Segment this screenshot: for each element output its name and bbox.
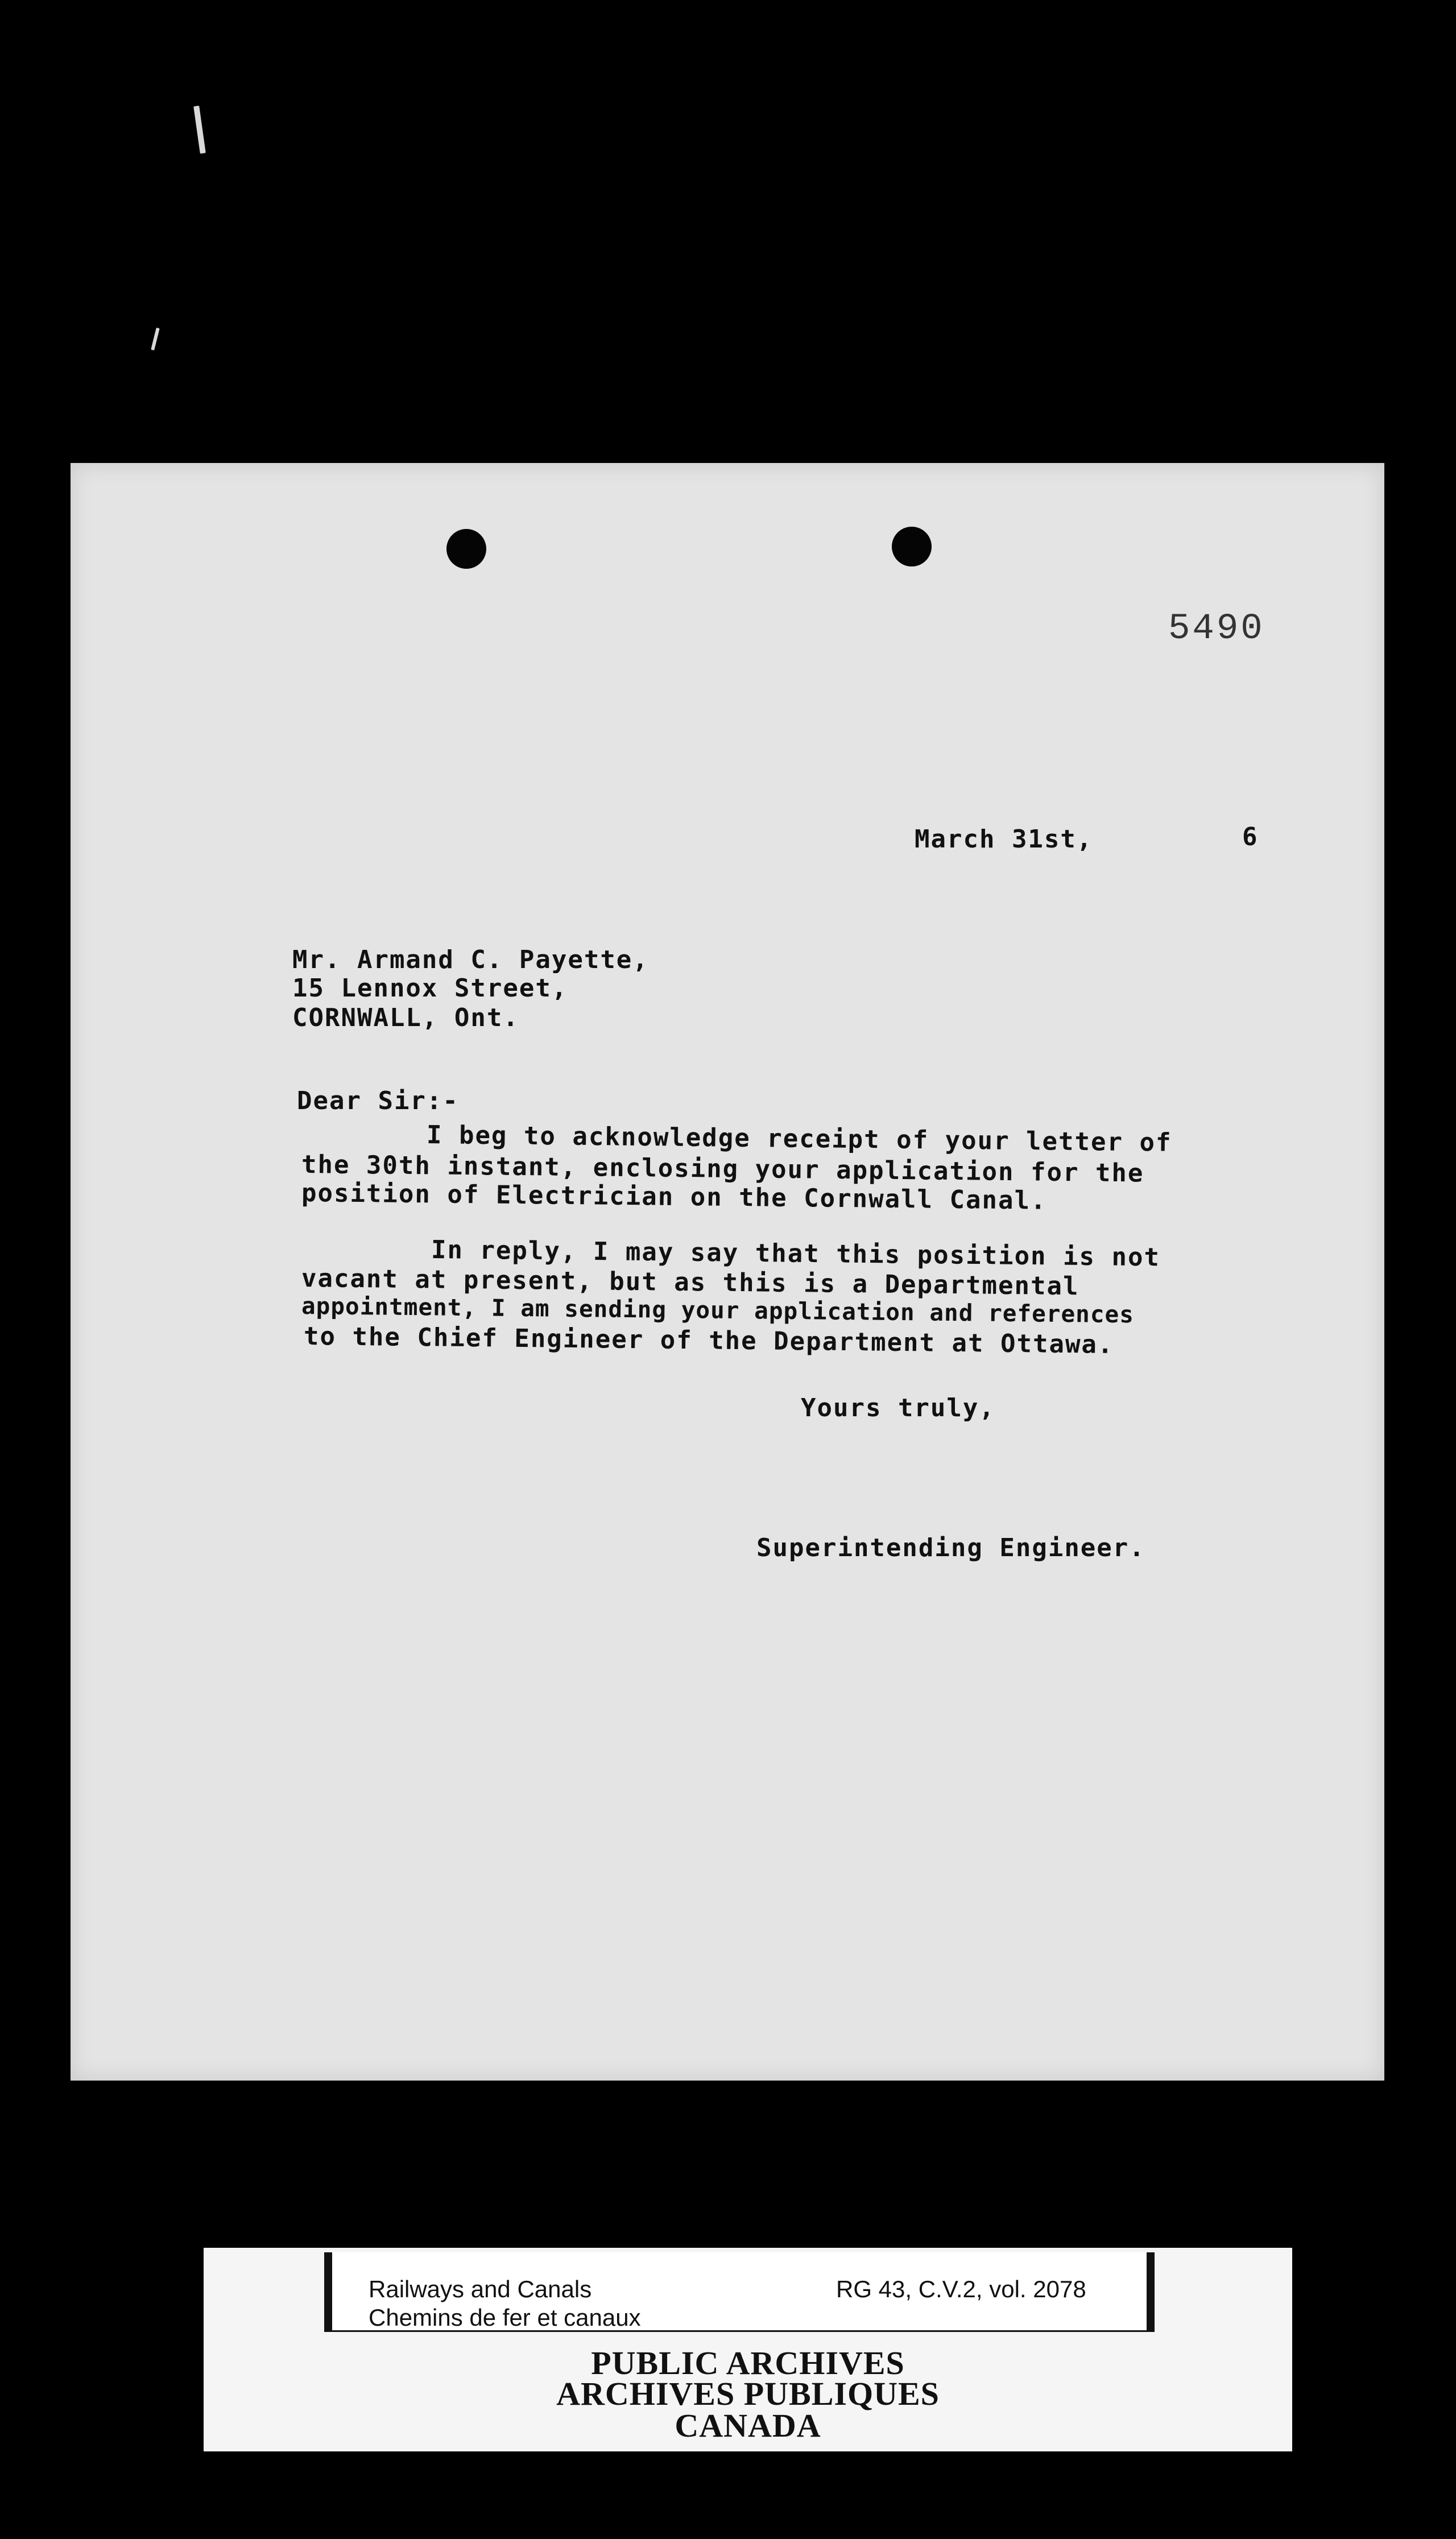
- paragraph1-line: position of Electrician on the Cornwall Canal.: [301, 1178, 1047, 1215]
- paragraph2-line: to the Chief Engineer of the Department at Ottawa.: [303, 1322, 1114, 1359]
- letter-page: [71, 463, 1384, 2081]
- archives-title-english: PUBLIC ARCHIVES: [591, 2344, 905, 2381]
- recipient-name: Mr. Armand C. Payette,: [292, 945, 649, 974]
- paragraph1-line: I beg to acknowledge receipt of your letter of: [426, 1120, 1172, 1157]
- salutation: Dear Sir:-: [297, 1086, 459, 1115]
- paragraph2-line: appointment, I am sending your application and references: [301, 1292, 1135, 1329]
- archives-title-french: ARCHIVES PUBLIQUES: [556, 2375, 940, 2412]
- punch-hole-right: [892, 527, 932, 566]
- letter-year: 6: [1242, 822, 1259, 851]
- closing: Yours truly,: [801, 1393, 995, 1422]
- signature-title: Superintending Engineer.: [756, 1533, 1145, 1562]
- file-number: 5490: [1168, 609, 1265, 650]
- paragraph2-line: vacant at present, but as this is a Departmental: [301, 1264, 1079, 1301]
- punch-hole-left: [446, 529, 486, 569]
- scan-mark: [193, 106, 206, 154]
- scan-mark: [151, 328, 159, 350]
- paragraph1-line: the 30th instant, enclosing your application for the: [301, 1150, 1144, 1188]
- recipient-city: CORNWALL, Ont.: [292, 1003, 519, 1032]
- archive-reference: RG 43, C.V.2, vol. 2078: [836, 2276, 1086, 2302]
- archives-country: CANADA: [675, 2407, 821, 2444]
- recipient-street: 15 Lennox Street,: [292, 974, 568, 1003]
- department-french: Chemins de fer et canaux: [369, 2304, 641, 2331]
- letter-date: March 31st,: [915, 825, 1093, 854]
- paragraph2-line: In reply, I may say that this position is not: [431, 1235, 1161, 1272]
- department-english: Railways and Canals: [369, 2276, 592, 2302]
